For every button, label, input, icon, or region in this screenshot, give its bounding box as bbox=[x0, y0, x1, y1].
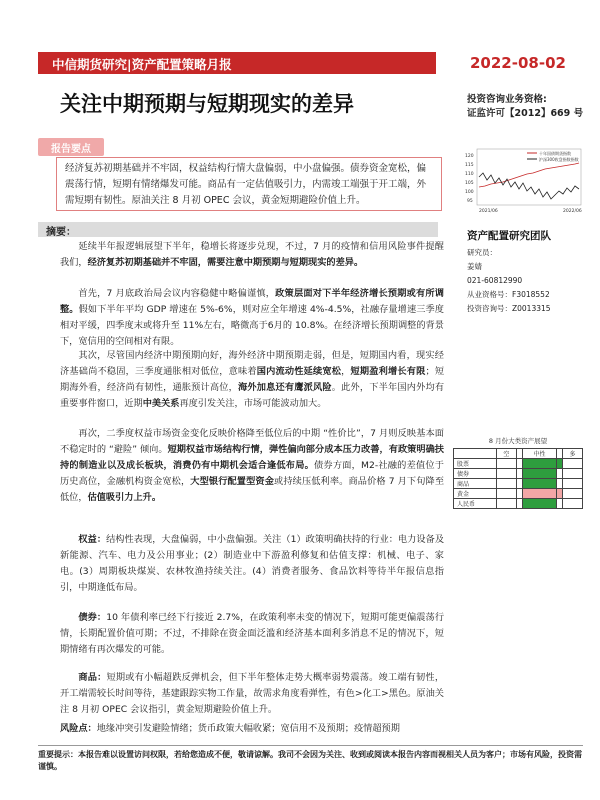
y-tick: 115 bbox=[465, 163, 474, 168]
para4-bold-b: 短期权益市场结构行情，弹性偏向部分成本压力改善，有政策明确扶持的制造业以及成长板块，消费仍有中期机会适合逢低布局。 bbox=[60, 444, 444, 471]
row-label: 人民币 bbox=[454, 499, 497, 509]
series-label: 中信期货研究|资产配置策略月报 bbox=[52, 57, 232, 72]
para1-bold: 经济复苏初期基础并不牢固，需要注意中期预期与短期现实的差异。 bbox=[87, 257, 364, 268]
para4-text-e: 或持续压低利率。商品价格 7 月下旬降至低位， bbox=[60, 476, 445, 503]
team-title: 资产配置研究团队 bbox=[467, 230, 551, 242]
table-header bbox=[556, 449, 563, 459]
table-header: 中性 bbox=[523, 449, 556, 459]
table-row bbox=[454, 489, 583, 499]
x-tick-start: 2021/06 bbox=[479, 209, 498, 214]
table-header bbox=[454, 449, 497, 459]
paragraph-bonds bbox=[60, 610, 444, 658]
abstract-header bbox=[38, 222, 438, 237]
equity-text: 结构性表现，大盘偏弱，中小盘偏强。关注（1）政策明确扶持的行业：电力设备及新能源、汽车、电力及公用事业；(2）制造业中下游盈利修复和估值支撑：机械、电子、家电。(3）周期板块煤炭、农林牧渔持续关注。(4）消费者服务、食品饮料等待半年报信息指引，中期逢低布局。 bbox=[60, 534, 445, 593]
rating-cell bbox=[556, 459, 563, 469]
practice-number: 从业资格号：F3018552 bbox=[467, 290, 550, 299]
paragraph-4 bbox=[60, 426, 444, 506]
para3-text-a: 其次，尽管国内经济中期预期向好，海外经济中期预期走弱，但是，短期国内看，现实经济基础尚不稳固，三季度通胀相对低位，意味着 bbox=[60, 350, 444, 377]
para3-text-c: ， bbox=[341, 366, 351, 377]
report-date: 2022-08-02 bbox=[470, 54, 566, 72]
table-header bbox=[516, 449, 523, 459]
y-tick: 100 bbox=[465, 190, 474, 195]
bonds-text: 10 年债利率已经下行接近 2.7%，在政策利率未变的情况下，短期可能更偏震荡行情，长期配置价值可期；不过，不排除在资金面泛滥和经济基本面利多消息不足的情况下，短期情绪有再次爆发的可能。 bbox=[60, 612, 445, 655]
equity-label: 权益： bbox=[78, 534, 107, 545]
para4-bold-d: 大型银行配置型资金 bbox=[190, 476, 275, 487]
bonds-label: 债券： bbox=[78, 612, 107, 623]
y-tick: 110 bbox=[465, 172, 474, 177]
header-bar bbox=[38, 52, 436, 74]
y-tick: 95 bbox=[467, 199, 473, 204]
footer-disclaimer: 重要提示：本报告难以设置访问权限，若给您造成不便，敬请谅解。我司不会因为关注、收到或阅读本报告内容而视相关人员为客户；市场有风险，投资需谨慎。 bbox=[38, 750, 582, 771]
table-row bbox=[454, 459, 583, 469]
table-header-row bbox=[454, 449, 583, 459]
rating-cell bbox=[556, 489, 563, 499]
summary-tag-label: 报告要点 bbox=[51, 144, 91, 155]
allocation-title: 8 月份大类资产展望 bbox=[488, 437, 548, 445]
paragraph-1 bbox=[60, 239, 444, 271]
series-line-a bbox=[479, 163, 579, 187]
row-label: 商品 bbox=[454, 479, 497, 489]
para2-text-c: 假如下半年平均 GDP 增速在 5%-6%，则对应全年增速 4%-4.5%，社融存量增速三季度相对平缓，四季度末或将升至 11%左右，略微高于6月的 10.8%。在经济增长预期调整的背景下，宽信用的空间相对有限。 bbox=[60, 304, 444, 347]
team-info bbox=[467, 246, 551, 316]
para4-text-c: 债券方面，M2-社融的差值位于历史高位，金融机构资金宽松， bbox=[60, 460, 444, 487]
legend-b: 沪深300收盘指数指数 bbox=[539, 157, 579, 162]
para3-text-e: ；短期海外看，经济尚有韧性，通胀预计高位， bbox=[60, 366, 445, 393]
researcher-name: 姜婧 bbox=[467, 262, 482, 271]
paragraph-risk bbox=[60, 721, 444, 737]
y-tick: 120 bbox=[465, 154, 474, 159]
summary-tag bbox=[38, 138, 104, 156]
row-label: 股票 bbox=[454, 459, 497, 469]
para2-bold: 政策层面对下半年经济增长预期或有所调整。 bbox=[60, 288, 444, 315]
rating-cell bbox=[523, 469, 556, 479]
researcher-label: 研究员： bbox=[467, 248, 497, 257]
risk-text: 地缘冲突引发避险情绪；货币政策大幅收紧；宽信用不及预期；疫情超预期 bbox=[96, 723, 400, 734]
rating-cell bbox=[523, 499, 556, 509]
paragraph-2 bbox=[60, 286, 444, 350]
para3-text-g: 。此外，下半年国内外均有重要事件窗口，近期 bbox=[60, 382, 445, 409]
rating-cell bbox=[523, 489, 556, 499]
para3-text-i: 再度引发关注，市场可能波动加大。 bbox=[179, 398, 327, 409]
para4-bold-f: 估值吸引力上升。 bbox=[87, 492, 162, 503]
consult-number: 投资咨询号：Z0013315 bbox=[467, 304, 551, 313]
table-row bbox=[454, 499, 583, 509]
commodities-label: 商品： bbox=[78, 672, 107, 683]
allocation-table bbox=[453, 448, 583, 509]
commodities-text: 短期或有小幅超跌反弹机会，但下半年整体走势大概率弱势震荡。竣工端有韧性，开工端需较长时间等待，基建跟踪实物工作量，故需求角度看弹性，有色>化工>黑色。原油关注 8 月初 OPEC 会议指引，黄金短期避险价值上升。 bbox=[60, 672, 445, 715]
y-tick: 105 bbox=[465, 181, 474, 186]
researcher-phone: 021-60812990 bbox=[467, 276, 523, 285]
paragraph-3 bbox=[60, 348, 444, 412]
para3-bold-d: 短期盈利增长有限 bbox=[350, 366, 426, 377]
row-label: 黄金 bbox=[454, 489, 497, 499]
row-label: 债券 bbox=[454, 469, 497, 479]
page-title: 关注中期预期与短期现实的差异 bbox=[60, 92, 354, 116]
table-row bbox=[454, 479, 583, 489]
footer-divider bbox=[38, 745, 583, 746]
risk-label: 风险点： bbox=[60, 723, 97, 734]
paragraph-commodities bbox=[60, 670, 444, 718]
series-line-b bbox=[479, 173, 579, 199]
qualification-line-1: 投资咨询业务资格: bbox=[467, 94, 547, 105]
para3-bold-b: 国内流动性延续宽松 bbox=[256, 366, 342, 377]
para3-bold-f: 海外加息还有鹰派风险 bbox=[238, 382, 332, 393]
table-header: 多 bbox=[563, 449, 583, 459]
legend-a: 十年国债期货指数 bbox=[539, 151, 571, 156]
table-header: 空 bbox=[497, 449, 517, 459]
rating-cell bbox=[523, 479, 556, 489]
abstract-label: 摘要： bbox=[46, 227, 76, 238]
trend-chart bbox=[463, 147, 585, 215]
allocation-table-block bbox=[453, 436, 583, 509]
para2-text-a: 首先，7 月底政治局会议内容稳健中略偏谨慎， bbox=[78, 288, 276, 299]
qualification-line-2: 证监许可【2012】669 号 bbox=[467, 108, 584, 119]
rating-cell bbox=[523, 459, 556, 469]
x-tick-end: 2022/06 bbox=[563, 209, 582, 214]
para1-text: 延续半年报逻辑展望下半年，稳增长将逐步兑现，不过，7 月的疫情和信用风险事件提醒我们， bbox=[60, 241, 444, 268]
para4-text-a: 再次，二季度权益市场资金变化反映价格降至低位后的中期 “性价比”，7 月则反映基本面不稳定时的 “避险” 倾向。 bbox=[60, 428, 444, 455]
summary-text: 经济复苏初期基础并不牢固，权益结构行情大盘偏弱，中小盘偏强。债券资金宽松，偏震荡行情，短期有情绪爆发可能。商品有一定估值吸引力，内需竣工端强于开工端，外需短期有韧性。原油关注 8 月初 OPEC 会议，黄金短期避险价值上升。 bbox=[65, 163, 427, 206]
paragraph-equity bbox=[60, 532, 444, 596]
table-row bbox=[454, 469, 583, 479]
qualification bbox=[467, 93, 583, 121]
summary-box bbox=[56, 157, 442, 211]
para3-bold-h: 中美关系 bbox=[142, 398, 180, 409]
